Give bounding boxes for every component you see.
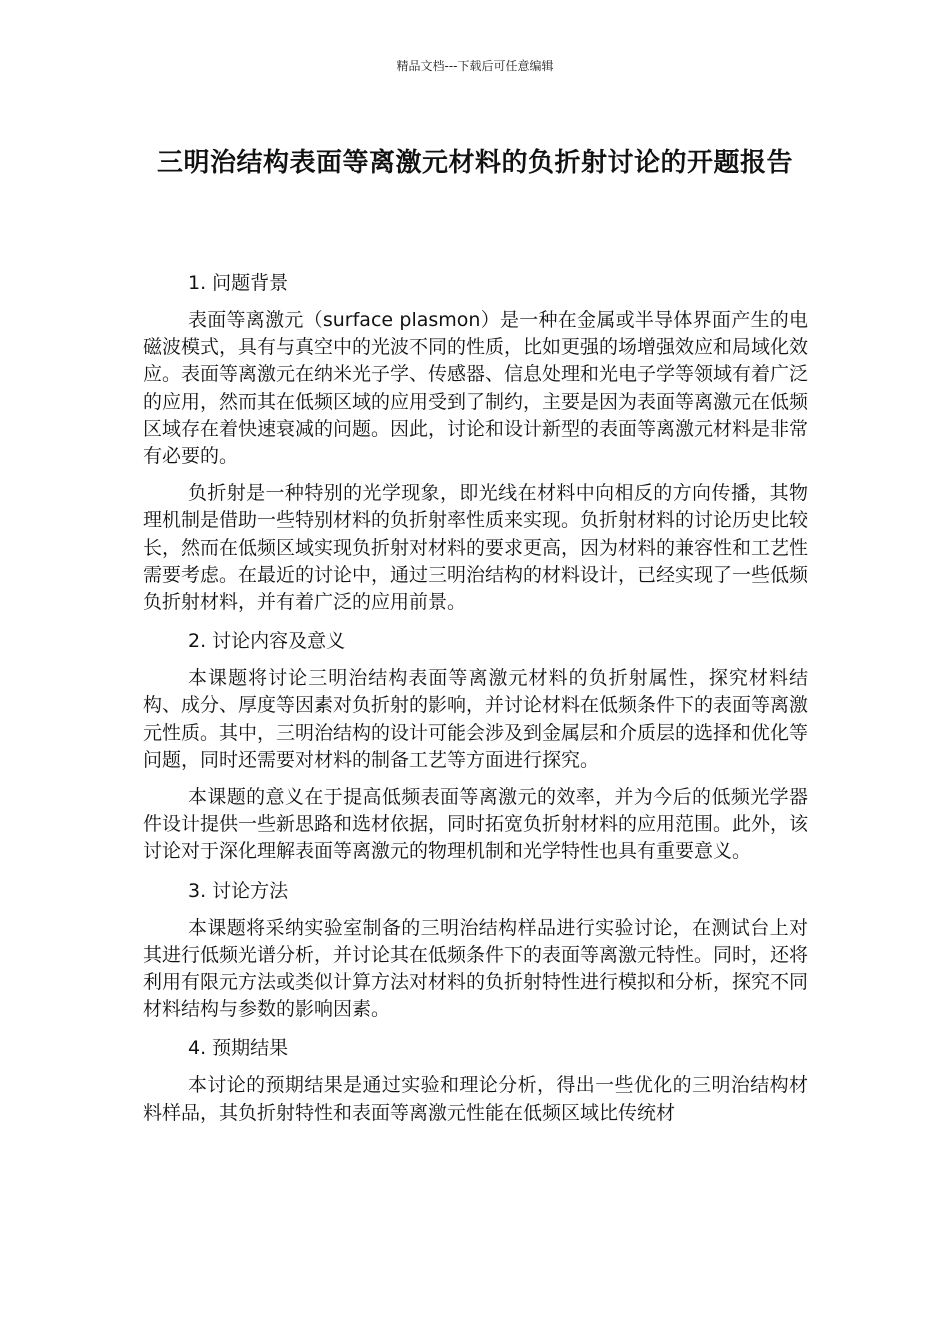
document-title: 三明治结构表面等离激元材料的负折射讨论的开题报告 [156,148,793,178]
paragraph: 表面等离激元（surface plasmon）是一种在金属或半导体界面产生的电磁波模式，具有与真空中的光波不同的性质，比如更强的场增强效应和局域化效应。表面等离激元在纳米光子学、传感器、信息处理和光电子学等领域有着广泛的应用，然而其在低频区域的应用受到了制约，主要是因为表面等离激元在低频区域存在着快速衰减的问题。因此，讨论和设计新型的表面等离激元材料是非常有必要的。 [143,309,809,468]
section-content-significance [143,626,808,865]
section-methods [143,876,808,1024]
section-heading: 2. 讨论内容及意义 [188,630,346,653]
section-heading: 3. 讨论方法 [188,879,289,902]
paragraph: 本课题将采纳实验室制备的三明治结构样品进行实验讨论，在测试台上对其进行低频光谱分析，并讨论其在低频条件下的表面等离激元特性。同时，还将利用有限元方法或类似计算方法对材料的负折射特性进行模拟和分析，探究不同材料结构与参数的影响因素。 [143,916,809,1021]
page-header-watermark: 精品文档---下载后可任意编辑 [396,59,554,73]
document-body [143,268,808,1137]
paragraph: 本课题将讨论三明治结构表面等离激元材料的负折射属性，探究材料结构、成分、厚度等因素对负折射的影响，并讨论材料在低频条件下的表面等离激元性质。其中，三明治结构的设计可能会涉及到金属层和介质层的选择和优化等问题，同时还需要对材料的制备工艺等方面进行探究。 [143,667,809,771]
section-heading: 1. 问题背景 [188,272,289,294]
section-expected-results [143,1033,808,1126]
section-heading: 4. 预期结果 [188,1037,289,1060]
section-background [143,268,808,616]
paragraph: 本课题的意义在于提高低频表面等离激元的效率，并为今后的低频光学器件设计提供一些新思路和选材依据，同时拓宽负折射材料的应用范围。此外，该讨论对于深化理解表面等离激元的物理机制和光学特性也具有重要意义。 [143,786,809,863]
paragraph: 负折射是一种特别的光学现象，即光线在材料中向相反的方向传播，其物理机制是借助一些特别材料的负折射率性质来实现。负折射材料的讨论历史比较长，然而在低频区域实现负折射对材料的要求更高，因为材料的兼容性和工艺性需要考虑。在最近的讨论中，通过三明治结构的材料设计，已经实现了一些低频负折射材料，并有着广泛的应用前景。 [143,482,809,614]
paragraph: 本讨论的预期结果是通过实验和理论分析，得出一些优化的三明治结构材料样品，其负折射特性和表面等离激元性能在低频区域比传统材 [143,1074,808,1124]
